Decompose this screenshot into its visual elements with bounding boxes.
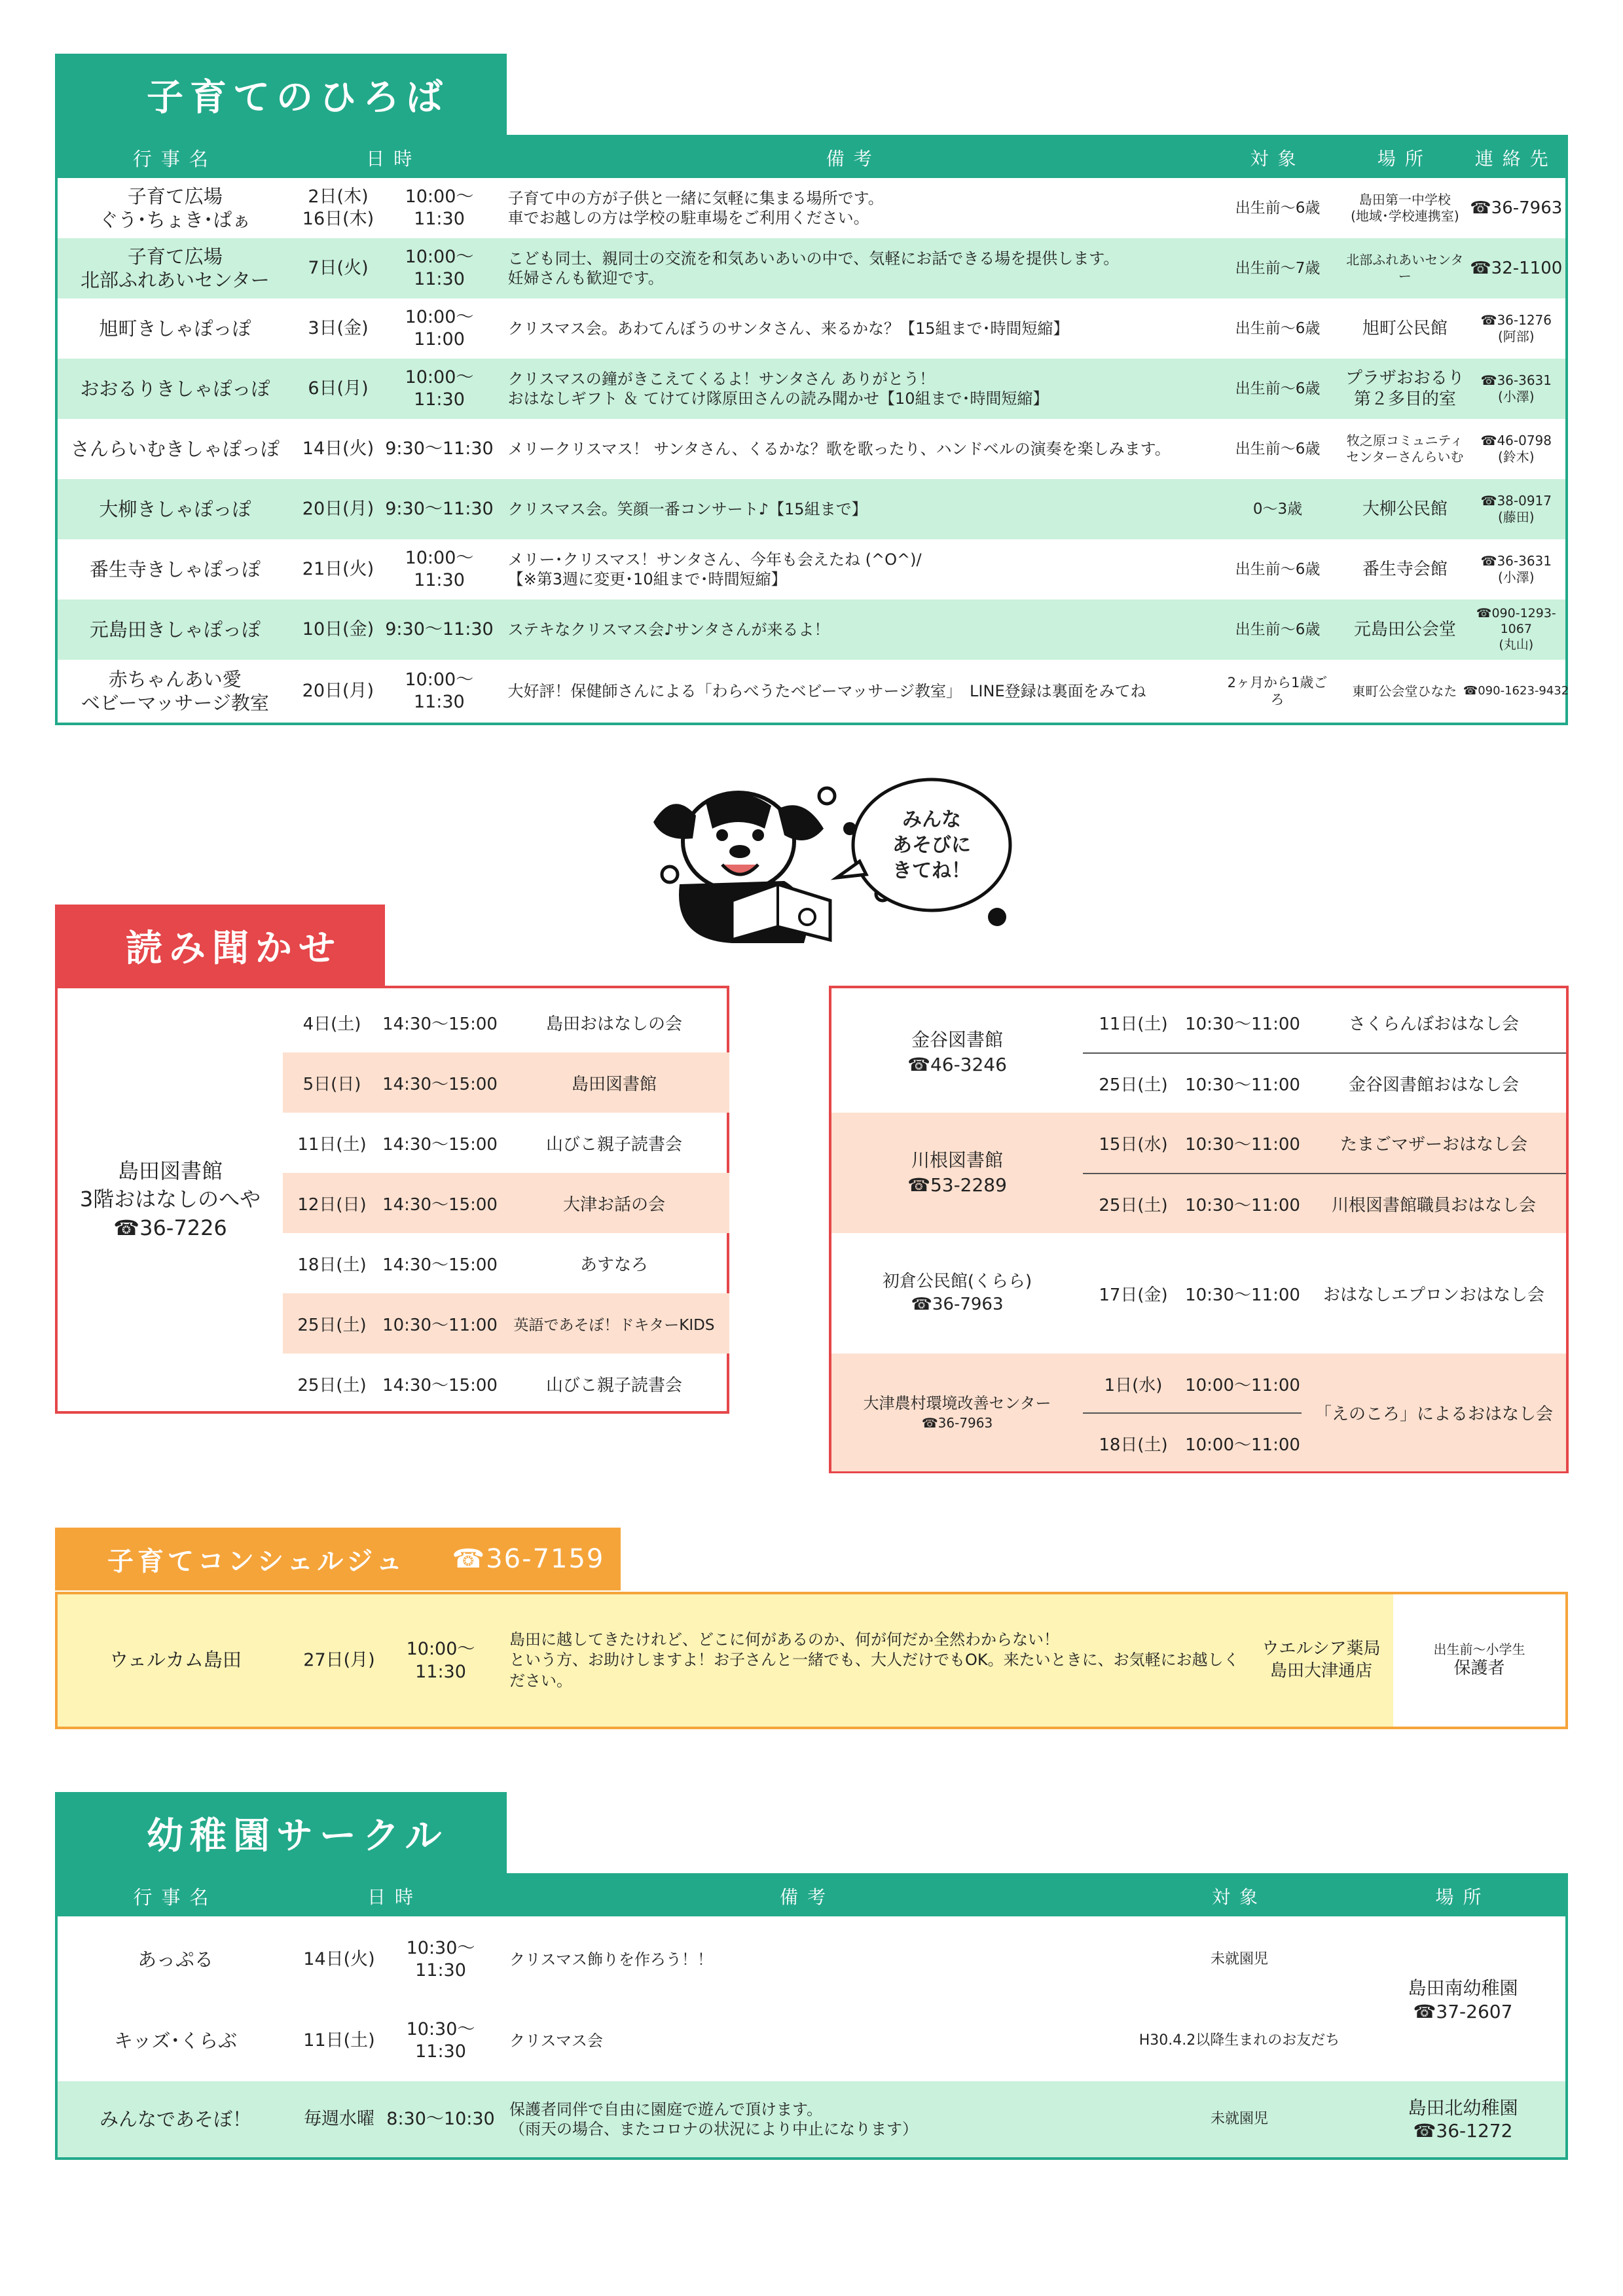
kinder-header — [58, 1876, 1565, 1916]
table-row — [1083, 1173, 1566, 1233]
yomi-date: 11日(土) — [1099, 1014, 1168, 1034]
concierge-tel: ☎36-7159 — [452, 1544, 605, 1574]
library-name: 初倉公民館(くらら) — [882, 1271, 1032, 1291]
header-datetime: 日時 — [366, 148, 422, 170]
table-row — [58, 359, 1565, 419]
library-name: 大津農村環境改善センター — [863, 1394, 1051, 1413]
yomi-title: 読み聞かせ — [126, 927, 342, 970]
library-name: 川根図書館 — [911, 1149, 1003, 1172]
yomi-time: 10:30～11:00 — [1185, 1195, 1300, 1215]
event-date: 21日(火) — [302, 559, 374, 580]
event-note: クリスマスの鐘がきこえてくるよ！サンタさん ありがとう！ おはなしギフト ＆ てけてけ隊原田さんの読み聞かせ【10組まで･時間短縮】 — [507, 370, 1049, 408]
event-note: こども同士、親同士の交流を和気あいあいの中で、気軽にお話できる場を提供します。 妊婦さんも歓迎です。 — [507, 249, 1120, 287]
hiroba-title-tab — [55, 54, 507, 136]
table-row — [1083, 1052, 1566, 1113]
yomi-time: 14:30～15:00 — [382, 1134, 498, 1155]
event-time: 10:00～11:30 — [405, 187, 474, 229]
yomi-date: 25日(土) — [1099, 1075, 1168, 1095]
table-row — [58, 2000, 1565, 2081]
event-target: 出生前～6歳 — [1235, 620, 1321, 638]
hiroba-table — [55, 135, 1568, 725]
yomi-event: あすなろ — [579, 1255, 648, 1275]
yomi-event: おはなしエプロンおはなし会 — [1322, 1285, 1544, 1305]
yomi-event: たまごマザーおはなし会 — [1340, 1134, 1527, 1155]
yomi-event: 「えのころ」によるおはなし会 — [1314, 1404, 1553, 1424]
yomi-event: 金谷図書館おはなし会 — [1348, 1075, 1519, 1095]
concierge-place: ウエルシア薬局 島田大津通店 — [1262, 1639, 1381, 1681]
event-name: 大柳きしゃぽっぽ — [99, 497, 251, 520]
yomi-time: 10:30～11:00 — [382, 1315, 498, 1335]
event-time: 9:30～11:30 — [385, 499, 494, 520]
event-name: 子育て広場 北部ふれあいセンター — [80, 245, 270, 291]
yomi-time: 10:30～11:00 — [1185, 1134, 1300, 1155]
table-row — [1083, 1113, 1566, 1173]
event-tel: ☎36-7963 — [1470, 198, 1563, 218]
event-tel: ☎090-1623-9432 — [1463, 683, 1569, 698]
yomi-date: 1日(水) — [1104, 1375, 1163, 1395]
yomi-date: 5日(日) — [302, 1074, 361, 1094]
yomi-date: 18日(土) — [1099, 1435, 1168, 1455]
mascot-illustration — [634, 770, 1027, 953]
hatsukura-block — [831, 1233, 1566, 1354]
header-place: 場所 — [1435, 1886, 1491, 1908]
yomi-event: 山びこ親子読書会 — [545, 1375, 682, 1395]
yomi-event: 英語であそぼ！ドキターKIDS — [513, 1316, 715, 1334]
event-name: おおるりきしゃぽっぽ — [80, 377, 270, 400]
yomi-date: 25日(土) — [1099, 1195, 1168, 1215]
hiroba-title: 子育てのひろば — [147, 77, 449, 119]
concierge-name: ウェルカム島田 — [109, 1649, 242, 1672]
table-row — [1083, 1354, 1302, 1414]
event-note: メリー･クリスマス！サンタさん、今年も会えたね (^O^)/ 【※第3週に変更･10組まで･時間短縮】 — [507, 550, 922, 588]
event-place: 旭町公民館 — [1362, 318, 1448, 338]
library-tel: ☎36-7226 — [113, 1215, 227, 1240]
hatsukura-hall — [831, 1233, 1083, 1354]
yomi-event: 川根図書館職員おはなし会 — [1331, 1195, 1536, 1215]
table-row — [1083, 992, 1566, 1052]
event-date: 14日(火) — [302, 439, 374, 459]
event-date: 20日(月) — [302, 681, 374, 702]
kinder-title-tab — [55, 1792, 507, 1874]
yomi-time: 10:30～11:00 — [1185, 1285, 1300, 1305]
yomi-event: 島田図書館 — [571, 1074, 657, 1094]
event-tel: ☎090-1293- 1067 (丸山) — [1476, 606, 1556, 652]
kinder-place-south: 島田南幼稚園 ☎37-2607 — [1408, 1977, 1518, 2022]
circle-date: 14日(火) — [303, 1949, 375, 1970]
event-date: 10日(金) — [302, 619, 374, 640]
yomi-title-tab — [55, 905, 385, 987]
circle-name: あっぷる — [137, 1948, 213, 1971]
circle-date: 毎週水曜 — [304, 2109, 374, 2130]
yomi-date: 25日(土) — [297, 1375, 367, 1395]
yomi-left-table — [55, 986, 729, 1414]
yomi-time: 10:30～11:00 — [1185, 1075, 1300, 1095]
event-tel: ☎36-1276 (阿部) — [1480, 312, 1552, 344]
event-place: 東町公会堂ひなた — [1352, 683, 1457, 699]
event-name: 赤ちゃんあい愛 ベビーマッサージ教室 — [81, 668, 269, 714]
yomi-event: 山びこ親子読書会 — [545, 1134, 682, 1155]
event-date: 20日(月) — [302, 499, 374, 520]
header-target: 対象 — [1211, 1886, 1267, 1908]
event-note: 大好評！保健師さんによる「わらべうたベビーマッサージ教室」 LINE登録は裏面をみてね — [507, 682, 1146, 700]
yomi-time: 14:30～15:00 — [382, 1375, 498, 1395]
yomi-time: 14:30～15:00 — [382, 1194, 498, 1215]
concierge-title-tab — [55, 1528, 621, 1590]
hiroba-header — [58, 137, 1565, 178]
event-tel: ☎36-3631 (小澤) — [1480, 372, 1552, 404]
library-room: 3階おはなしのへや — [79, 1187, 261, 1212]
event-place: 島田第一中学校 (地域･学校連携室) — [1351, 192, 1459, 224]
event-place: 元島田公会堂 — [1353, 619, 1456, 639]
library-tel: ☎46-3246 — [907, 1054, 1007, 1075]
event-time: 10:00～11:30 — [405, 670, 474, 712]
table-row — [58, 238, 1565, 298]
kinder-title: 幼稚園サークル — [147, 1815, 448, 1857]
table-row — [283, 1293, 729, 1354]
event-name: 旭町きしゃぽっぽ — [99, 317, 251, 340]
event-target: 出生前～7歳 — [1235, 259, 1321, 277]
table-row — [283, 1113, 729, 1173]
kanaya-library-block — [831, 992, 1566, 1113]
table-row — [58, 2081, 1565, 2157]
event-tel: ☎46-0798 (鈴木) — [1480, 433, 1552, 465]
table-row — [58, 178, 1565, 238]
circle-target: 未就園児 — [1210, 2111, 1268, 2128]
circle-time: 10:30～11:30 — [406, 1938, 475, 1981]
yomi-time: 14:30～15:00 — [382, 1255, 498, 1275]
table-row — [58, 539, 1565, 600]
yomi-date: 11日(土) — [297, 1134, 367, 1155]
library-tel: ☎36-7963 — [911, 1295, 1004, 1314]
concierge-target — [1393, 1594, 1565, 1727]
event-date: 6日(月) — [308, 378, 369, 399]
event-place: プラザおおるり 第２多目的室 — [1345, 368, 1465, 409]
event-name: 番生寺きしゃぽっぽ — [89, 558, 261, 581]
table-row — [58, 600, 1565, 660]
yomi-event: 大津お話の会 — [562, 1194, 665, 1215]
kawane-library — [831, 1113, 1083, 1233]
circle-name: みんなであそぼ！ — [99, 2108, 251, 2130]
otsu-center — [831, 1354, 1083, 1471]
yomi-date: 17日(金) — [1099, 1285, 1168, 1305]
yomi-date: 18日(土) — [297, 1255, 367, 1275]
event-name: さんらいむきしゃぽっぽ — [70, 437, 280, 460]
shimada-library — [58, 988, 283, 1411]
yomi-time: 14:30～15:00 — [382, 1074, 498, 1094]
event-note: 子育て中の方が子供と一緒に気軽に集まる場所です。 車でお越しの方は学校の駐車場をご利用ください。 — [507, 189, 884, 227]
yomi-time: 10:30～11:00 — [1185, 1014, 1300, 1034]
event-time: 10:00～11:30 — [405, 247, 474, 289]
yomi-time: 10:00～11:00 — [1185, 1435, 1300, 1455]
circle-time: 10:30～11:30 — [406, 2019, 475, 2062]
table-row — [58, 1919, 1565, 2000]
event-place: 北部ふれあいセンター — [1346, 252, 1464, 284]
event-time: 9:30～11:30 — [385, 439, 494, 459]
event-target: 出生前～6歳 — [1235, 380, 1321, 397]
event-date: 2日(木) 16日(木) — [302, 187, 374, 229]
event-target: 出生前～6歳 — [1235, 319, 1321, 337]
header-datetime: 日時 — [367, 1886, 422, 1908]
table-row — [283, 992, 729, 1052]
event-tel: ☎32-1100 — [1470, 258, 1563, 278]
header-place: 場所 — [1377, 148, 1432, 170]
header-name: 行事名 — [132, 147, 217, 170]
kinder-place-north: 島田北幼稚園 ☎36-1272 — [1408, 2097, 1518, 2142]
event-date: 3日(金) — [308, 318, 369, 339]
event-time: 10:00～11:00 — [405, 307, 474, 350]
header-tel: 連絡先 — [1474, 148, 1558, 170]
concierge-title: 子育てコンシェルジュ — [107, 1546, 407, 1577]
circle-time: 8:30～10:30 — [386, 2109, 495, 2130]
circle-target: 未就園児 — [1210, 1951, 1268, 1968]
concierge-note: 島田に越してきたけれど、どこに何があるのか、何が何だか全然わからない！ という方、お助けしますよ！お子さんと一緒でも、大人だけでもOK。来たいときに、お気軽にお越しください。 — [509, 1630, 1239, 1690]
circle-note: クリスマス飾りを作ろう！！ — [509, 1950, 714, 1969]
table-row — [283, 1233, 729, 1293]
event-time: 10:00～11:30 — [405, 367, 474, 410]
event-target: 出生前～6歳 — [1235, 440, 1321, 457]
table-row — [1083, 1263, 1566, 1323]
table-row — [283, 1173, 729, 1233]
circle-note: 保護者同伴で自由に園庭で遊んで頂けます。 （雨天の場合、またコロナの状況により中止になります） — [509, 2100, 918, 2138]
kinder-table — [55, 1873, 1568, 2160]
event-note: クリスマス会。笑顔一番コンサート♪【15組まで】 — [507, 500, 867, 518]
event-note: クリスマス会。あわてんぼうのサンタさん、来るかな？【15組まで･時間短縮】 — [507, 319, 1069, 338]
event-note: メリークリスマス！ サンタさん、くるかな？歌を歌ったり、ハンドベルの演奏を楽しみます。 — [507, 440, 1171, 458]
yomi-time: 10:00～11:00 — [1185, 1375, 1300, 1395]
event-time: 9:30～11:30 — [385, 619, 494, 640]
event-name: 元島田きしゃぽっぽ — [89, 618, 261, 641]
yomi-date: 4日(土) — [302, 1014, 361, 1034]
event-target: 0～3歳 — [1252, 500, 1303, 518]
event-time: 10:00～11:30 — [405, 548, 474, 590]
otsu-center-block — [831, 1354, 1566, 1471]
table-row — [58, 479, 1565, 539]
yomi-time: 14:30～15:00 — [382, 1014, 498, 1034]
library-name: 金谷図書館 — [911, 1029, 1003, 1051]
yomi-date: 25日(土) — [297, 1315, 367, 1335]
event-note: ステキなクリスマス会♪サンタさんが来るよ！ — [507, 620, 830, 639]
event-tel: ☎38-0917 (藤田) — [1480, 493, 1552, 525]
event-target: 出生前～6歳 — [1235, 560, 1321, 578]
library-tel: ☎36-7963 — [921, 1414, 993, 1431]
table-row — [58, 660, 1569, 723]
mascot-speech: みんな あそびに きてね！ — [892, 808, 971, 882]
library-tel: ☎53-2289 — [907, 1174, 1007, 1196]
yomi-date: 12日(日) — [297, 1194, 367, 1215]
header-note: 備考 — [826, 148, 881, 170]
table-row — [283, 1354, 729, 1414]
yomi-right-table — [829, 986, 1569, 1473]
yomi-event: さくらんぼおはなし会 — [1348, 1014, 1519, 1034]
event-tel: ☎36-3631 (小澤) — [1480, 553, 1552, 585]
header-target: 対象 — [1250, 148, 1305, 170]
circle-target: H30.4.2以降生まれのお友だち — [1139, 2032, 1340, 2049]
event-date: 7日(火) — [308, 258, 369, 279]
table-row — [283, 1052, 729, 1113]
circle-name: キッズ･くらぶ — [114, 2029, 237, 2052]
table-row — [58, 419, 1565, 479]
event-place: 牧之原コミュニティ センターさんらいむ — [1346, 433, 1464, 465]
event-target: 出生前～6歳 — [1235, 199, 1321, 217]
kawane-library-block — [831, 1113, 1566, 1233]
library-name: 島田図書館 — [117, 1158, 223, 1184]
circle-note: クリスマス会 — [509, 2032, 604, 2050]
concierge-time: 10:00～11:30 — [406, 1638, 475, 1682]
table-row — [58, 298, 1565, 359]
event-place: 大柳公民館 — [1362, 499, 1448, 519]
concierge-table — [55, 1592, 1568, 1729]
event-name: 子育て広場 ぐう･ちょき･ぱぁ — [99, 185, 251, 231]
event-target: 2ヶ月から1歳ごろ — [1227, 674, 1328, 708]
concierge-date: 27日(月) — [303, 1650, 375, 1671]
event-place: 番生寺会館 — [1362, 559, 1448, 579]
header-note: 備考 — [779, 1886, 835, 1908]
yomi-date: 15日(水) — [1099, 1134, 1168, 1155]
kanaya-library — [831, 992, 1083, 1113]
concierge-target-age: 出生前～小学生 — [1433, 1641, 1525, 1658]
circle-date: 11日(土) — [303, 2030, 375, 2051]
concierge-target-guardian: 保護者 — [1453, 1659, 1505, 1679]
yomi-event: 島田おはなしの会 — [545, 1014, 682, 1034]
header-name: 行事名 — [133, 1886, 218, 1909]
table-row — [1083, 1412, 1302, 1473]
